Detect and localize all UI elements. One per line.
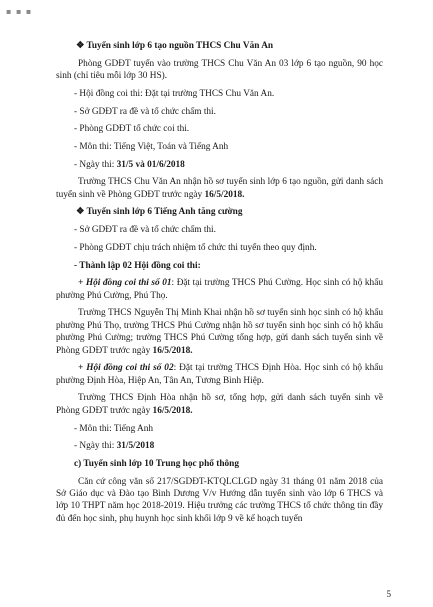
council-1-note-text: Trường THCS Nguyễn Thị Minh Khai nhận hồ sơ tuyển sinh học sinh có hộ khẩu phường Phú Thọ, trường THCS Phú Cường nhận hồ sơ tuyển sinh học sinh có hộ khẩu phường Phú Cường; trường THCS Phú Cường tổng hợp, gửi danh sách tuyển sinh về Phòng GDĐT trước ngày — [56, 308, 383, 356]
paragraph-grade-10: Căn cứ công văn số 217/SGDĐT-KTQLCLGD ngày 31 tháng 01 năm 2018 của Sở Giáo dục và Đào tạo Bình Dương V/v Hướng dẫn tuyển sinh vào lớp 6 THCS và lớp 10 THPT năm học 2018-2019. Hiệu trưởng các trường THCS tổ chức thông tin đầy đủ đến học sinh, phụ huynh học sinh khối lớp 9 về kế hoạch tuyển — [56, 476, 383, 524]
council-1-label: + Hội đồng coi thi số 01 — [78, 278, 172, 289]
council-2-text: : Đặt tại trường THCS Định Hòa. Học sinh có hộ khẩu phường Định Hòa, Hiệp An, Tân An, Tương Bình Hiệp. — [56, 363, 383, 386]
page-number: 5 — [386, 589, 391, 599]
bullet-council: - Hội đồng coi thi: Đặt tại trường THCS Chu Văn An. — [74, 88, 275, 99]
exam-date-value: 31/5 và 01/6/2018 — [116, 159, 185, 170]
scan-marks: ▪ ▪ ▪ — [6, 7, 33, 16]
council-1-date: 16/5/2018. — [152, 345, 193, 356]
council-2 — [56, 362, 383, 387]
paragraph-submission — [56, 176, 383, 201]
bullet-supervision: - Phòng GDĐT tổ chức coi thi. — [74, 124, 190, 135]
council-1-text: : Đặt tại trường THCS Phú Cường. Học sinh có hộ khẩu phường Phú Cường, Phú Thọ. — [56, 278, 383, 301]
council-2-date: 16/5/2018. — [152, 405, 193, 416]
bullet-exam-setting: - Sở GDĐT ra đề và tổ chức chấm thi. — [74, 106, 216, 117]
council-1 — [56, 277, 383, 302]
bullet-exam-date — [56, 159, 383, 171]
submission-text: Trường THCS Chu Văn An nhận hồ sơ tuyển sinh lớp 6 tạo nguồn, gửi danh sách tuyển sinh về Phòng GDĐT trước ngày — [56, 177, 383, 200]
bullet-exam-date-2 — [56, 440, 383, 452]
exam-date-label: - Ngày thi: — [74, 159, 117, 170]
bullet-subject-english: - Môn thi: Tiếng Anh — [74, 423, 154, 434]
section-title-grade-10: c) Tuyển sinh lớp 10 Trung học phổ thông — [74, 458, 239, 469]
councils-heading: - Thành lập 02 Hội đồng coi thi: — [74, 260, 201, 271]
council-2-note — [56, 392, 383, 417]
bullet-subjects: - Môn thi: Tiếng Việt, Toán và Tiếng Anh — [74, 141, 229, 152]
council-2-note-text: Trường THCS Định Hòa nhận hồ sơ, tổng hợp, gửi danh sách tuyển sinh về Phòng GDĐT trước ngày — [56, 393, 383, 416]
submission-date: 16/5/2018. — [204, 189, 245, 200]
council-2-label: + Hội đồng coi thi số 02 — [78, 363, 174, 374]
section-title-chu-van-an: ❖ Tuyển sinh lớp 6 tạo nguồn THCS Chu Văn An — [76, 41, 274, 51]
paragraph-intro: Phòng GDĐT tuyển vào trường THCS Chu Văn An 03 lớp 6 tạo nguồn, 90 học sinh (chỉ tiêu mỗi lớp 30 HS). — [56, 58, 383, 82]
exam-date-label-2: - Ngày thi: — [74, 441, 117, 452]
exam-date-value-2: 31/5/2018 — [116, 441, 155, 452]
bullet-exam-setting-2: - Sở GDĐT ra đề và tổ chức chấm thi. — [74, 225, 216, 236]
bullet-responsibility: - Phòng GDĐT chịu trách nhiệm tổ chức thi tuyển theo quy định. — [74, 242, 317, 253]
council-1-note — [56, 307, 383, 357]
section-title-english: ❖ Tuyển sinh lớp 6 Tiếng Anh tăng cường — [76, 207, 243, 218]
